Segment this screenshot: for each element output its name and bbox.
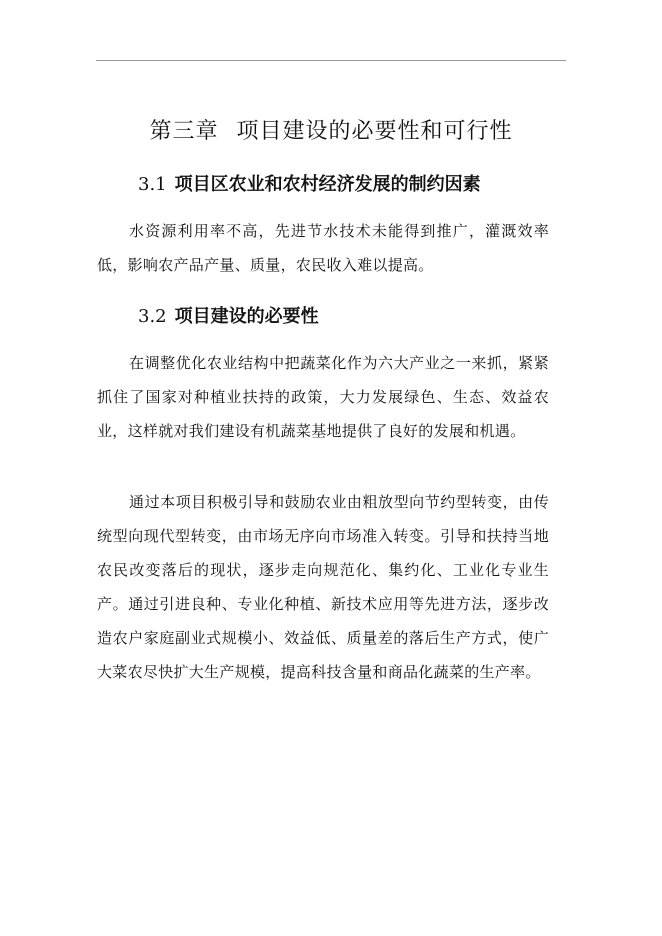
header-rule	[96, 60, 566, 61]
section-title-text: 项目区农业和农村经济发展的制约因素	[174, 174, 481, 195]
section-number: 3.1	[138, 174, 167, 195]
chapter-title-text: 项目建设的必要性和可行性	[236, 119, 513, 144]
chapter-number: 第三章	[149, 119, 219, 144]
chapter-title	[0, 117, 662, 147]
section-title-text: 项目建设的必要性	[174, 306, 319, 327]
paragraph: 水资源利用率不高，先进节水技术未能得到推广，灌溉效率低，影响农产品产量、质量，农民收入难以提高。	[97, 222, 549, 274]
section-number: 3.2	[138, 306, 167, 327]
section-heading-3-1	[138, 172, 481, 198]
paragraph: 在调整优化农业结构中把蔬菜化作为六大产业之一来抓，紧紧抓住了国家对种植业扶持的政策，大力发展绿色、生态、效益农业，这样就对我们建设有机蔬菜基地提供了良好的发展和机遇。	[97, 354, 549, 440]
section-heading-3-2	[138, 304, 319, 330]
paragraph: 通过本项目积极引导和鼓励农业由粗放型向节约型转变，由传统型向现代型转变，由市场无序向市场准入转变。引导和扶持当地农民改变落后的现状，逐步走向规范化、集约化、工业化专业生产。通过引进良种、专业化种植、新技术应用等先进方法，逐步改造农户家庭副业式规模小、效益低、质量差的落后生产方式，使广大菜农尽快扩大生产规模，提高科技含量和商品化蔬菜的生产率。	[97, 493, 549, 681]
